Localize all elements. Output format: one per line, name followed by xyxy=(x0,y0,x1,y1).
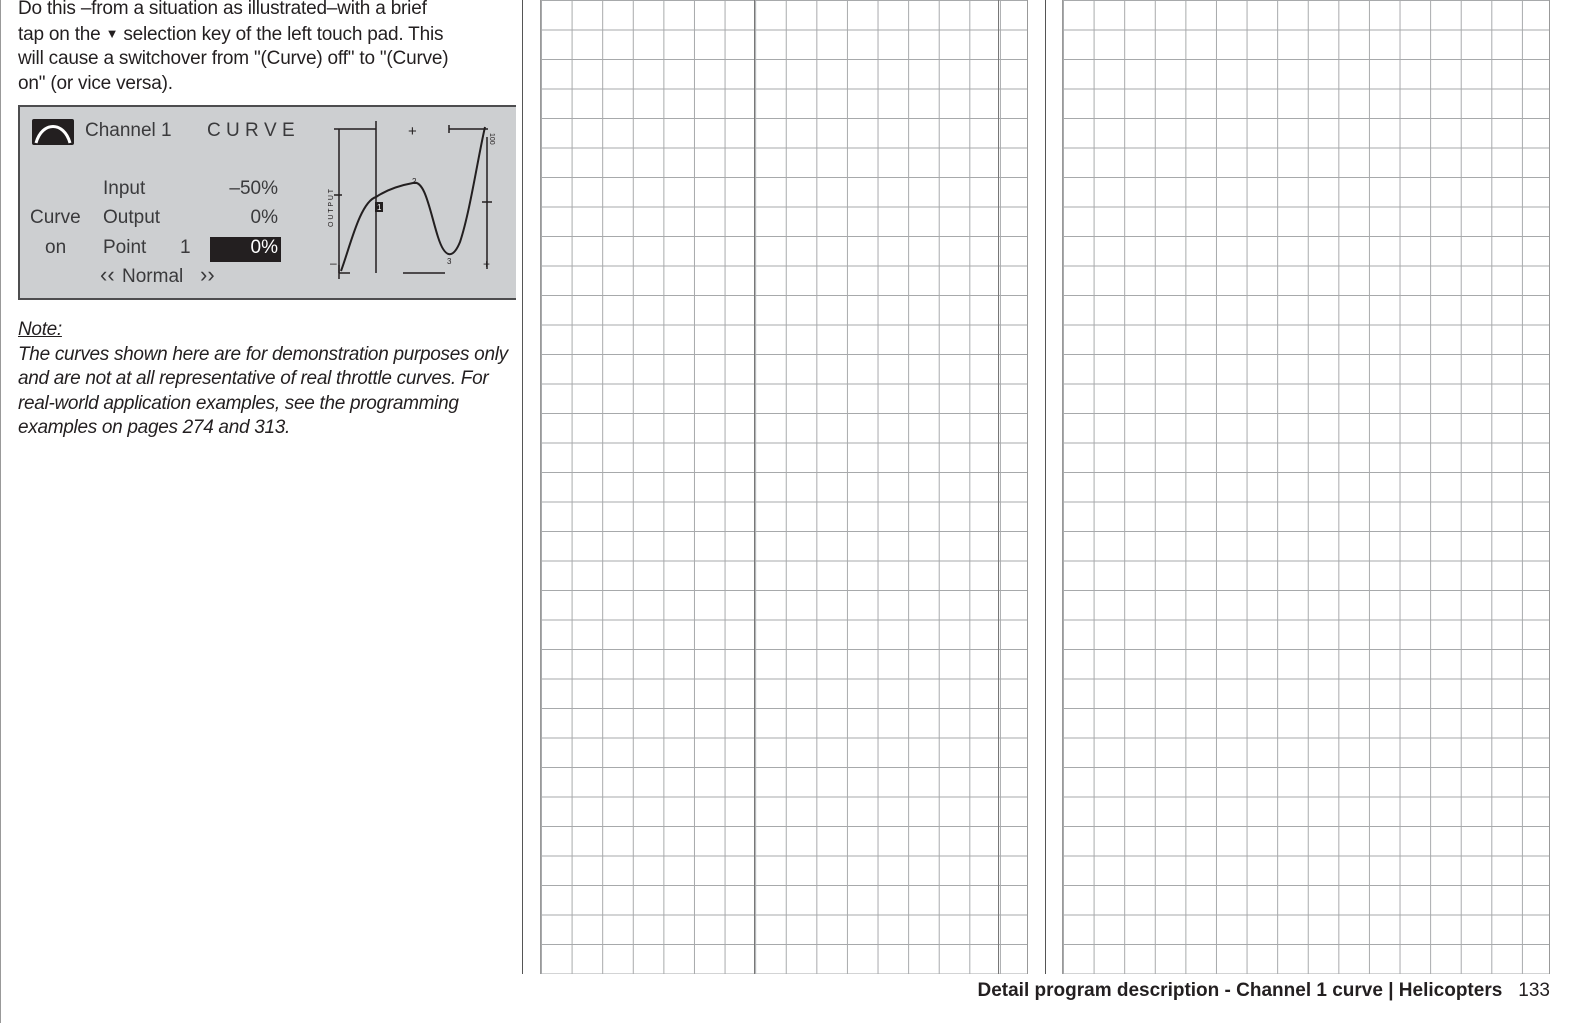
page-edge xyxy=(0,0,1,1023)
point-value: 0% xyxy=(250,237,278,258)
graph-minus-left: – xyxy=(330,256,337,270)
column-divider-right xyxy=(1045,0,1046,974)
output-value: 0% xyxy=(250,207,278,228)
graph-axis-label: O U T P U T xyxy=(328,189,335,227)
output-label: Output xyxy=(103,207,161,228)
grid-panel-left-divider-2 xyxy=(998,0,999,974)
graph-max-label: 100 xyxy=(488,133,495,145)
screen-title: C U R V E xyxy=(207,120,295,141)
intro-line-2b: selection key of the left touch pad. This xyxy=(118,23,444,45)
graph-point-2-label: 2 xyxy=(412,177,417,186)
down-triangle-icon: ▼ xyxy=(105,25,119,41)
note-body: The curves shown here are for demonstration purposes only and are not at all representative of real throttle curves. For real-world application examples, see the programming examples on pages 274 and 313. xyxy=(18,343,508,438)
column-divider-left xyxy=(522,0,523,974)
graph-point-1-label: 1 xyxy=(377,203,382,212)
note-title: Note: xyxy=(18,319,62,340)
grid-panel-left-divider xyxy=(754,0,755,974)
input-value: –50% xyxy=(229,178,278,199)
curve-label: Curve xyxy=(30,207,81,228)
graph-plus-top: + xyxy=(408,123,417,140)
mode-label: Normal xyxy=(122,266,184,287)
intro-line-4: on" (or vice versa). xyxy=(18,72,173,94)
note-block xyxy=(18,318,518,441)
page-number: 133 xyxy=(1518,980,1550,1001)
graph-point-3-label: 3 xyxy=(447,257,452,266)
curve-display-screen xyxy=(18,105,516,300)
point-label: Point xyxy=(103,237,147,258)
footer-section-title: Detail program description - Channel 1 curve | Helicopters xyxy=(977,980,1503,1001)
mode-left-arrow-icon[interactable]: ‹‹ xyxy=(100,262,115,287)
curve-state[interactable]: on xyxy=(45,237,67,258)
grid-panel-left xyxy=(540,0,1028,974)
intro-paragraph xyxy=(18,0,512,96)
curve-line xyxy=(341,127,485,271)
point-number: 1 xyxy=(180,237,191,258)
intro-line-2a: tap on the xyxy=(18,23,106,45)
page-footer xyxy=(978,980,1551,1002)
intro-line-1: Do this –from a situation as illustrated–with a brief xyxy=(18,0,427,19)
input-label: Input xyxy=(103,178,146,199)
curve-graph xyxy=(20,107,516,300)
grid-panel-right xyxy=(1062,0,1550,974)
graph-plus-right: + xyxy=(483,257,491,271)
intro-line-3: will cause a switchover from "(Curve) off" to "(Curve) xyxy=(18,48,449,69)
channel-label: Channel 1 xyxy=(85,120,172,141)
mode-right-arrow-icon[interactable]: ›› xyxy=(200,262,215,287)
